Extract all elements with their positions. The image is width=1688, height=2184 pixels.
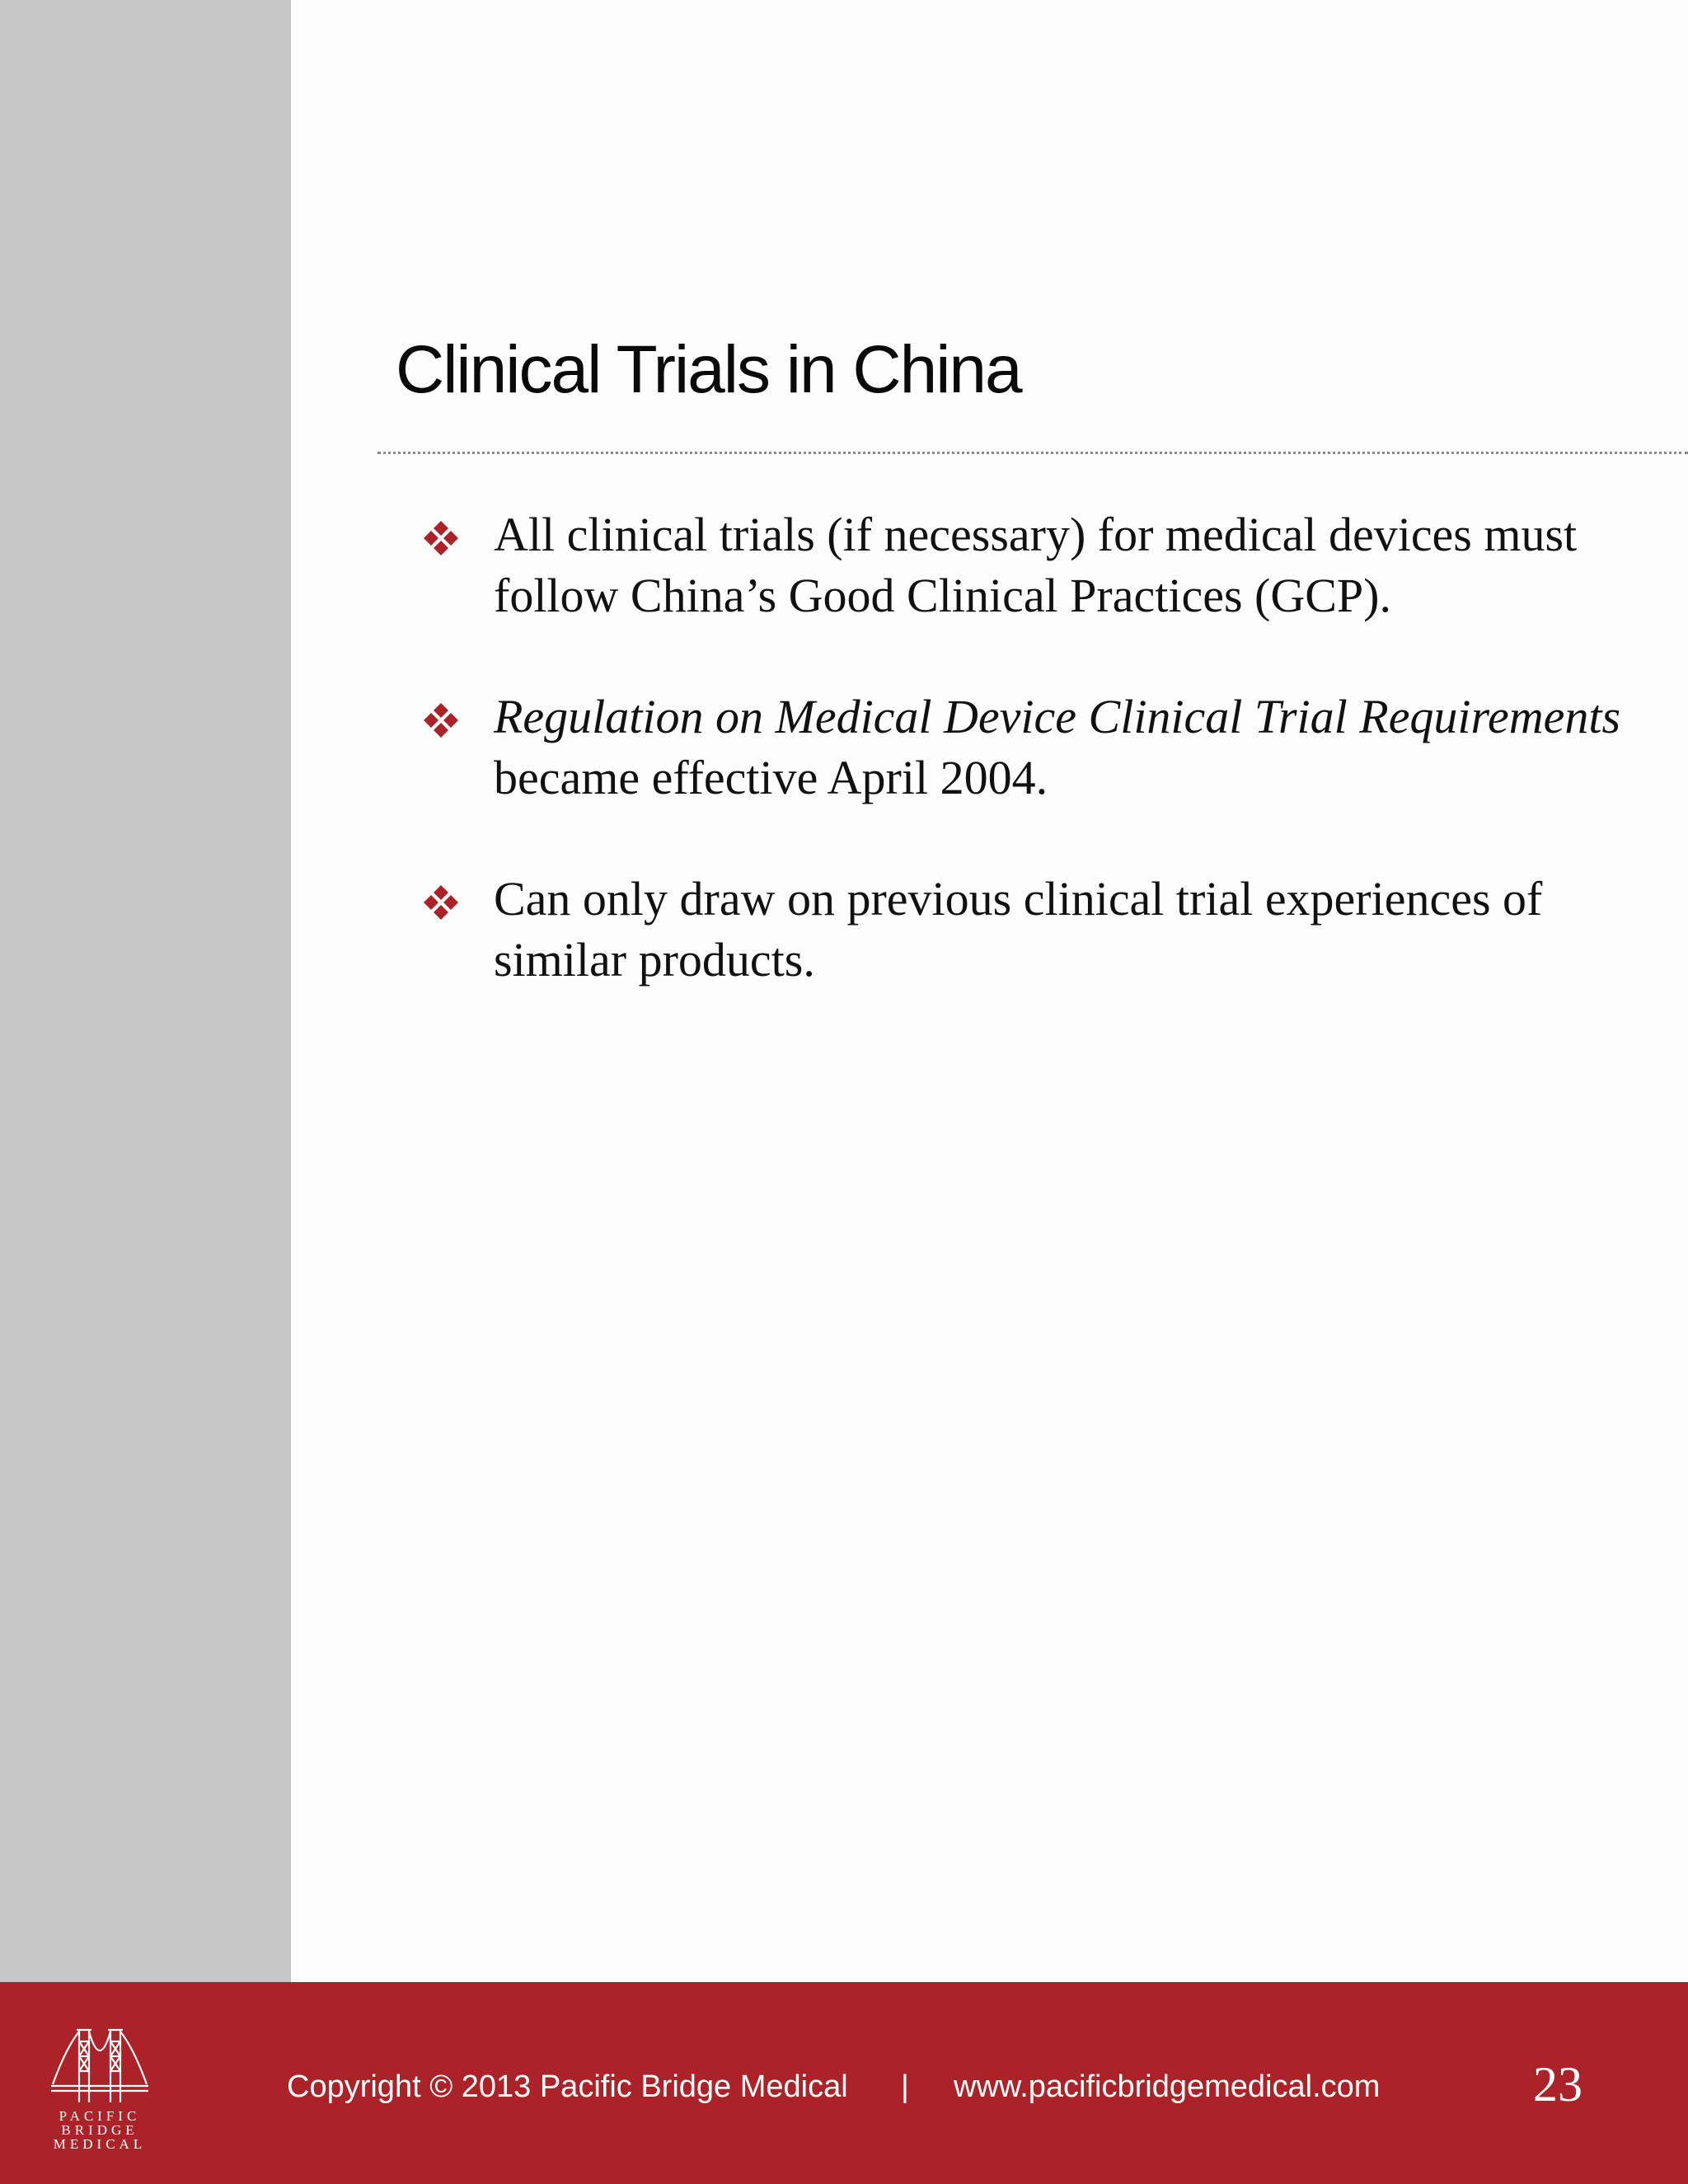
bullet-text: became effective April 2004. [494, 751, 1048, 804]
company-logo [51, 2023, 148, 2151]
page-number: 23 [1533, 2057, 1582, 2111]
copyright-text: Copyright © 2013 Pacific Bridge Medical [287, 2069, 848, 2104]
golden-gate-bridge-icon [51, 2023, 148, 2104]
title-divider [377, 452, 1688, 454]
bullet-list [420, 504, 1648, 1051]
footer-separator: | [901, 2069, 909, 2104]
footer-bar [0, 1982, 1688, 2184]
left-sidebar [0, 0, 291, 1982]
four-diamond-icon [422, 701, 460, 739]
bullet-item [420, 687, 1648, 808]
four-diamond-icon [422, 883, 460, 921]
bullet-item [420, 869, 1648, 991]
bullet-item [420, 504, 1648, 626]
logo-text-line: BRIDGE [61, 2122, 138, 2138]
slide-title: Clinical Trials in China [396, 332, 1021, 407]
regulation-name: Regulation on Medical Device Clinical Trial Requirements [494, 690, 1621, 743]
bullet-text: All clinical trials (if necessary) for medical devices must follow China’s Good Clinical Practices (GCP). [494, 508, 1578, 622]
logo-text-line: MEDICAL [53, 2136, 147, 2152]
logo-text-line: PACIFIC [59, 2108, 141, 2124]
bullet-text: Can only draw on previous clinical trial experiences of similar products. [494, 872, 1543, 987]
website-link[interactable]: www.pacificbridgemedical.com [954, 2069, 1381, 2104]
four-diamond-icon [422, 519, 460, 557]
